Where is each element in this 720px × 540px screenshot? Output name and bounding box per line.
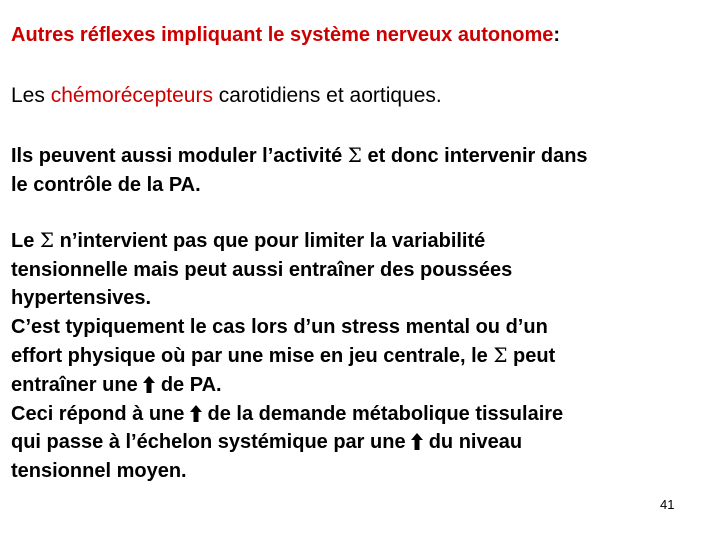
- p2-l5-text-b: peut: [507, 345, 556, 368]
- slide-title: [11, 23, 560, 47]
- p2-l8-text-a: qui passe à l’échelon systémique par une: [11, 431, 412, 454]
- page-number: 41: [660, 497, 675, 512]
- p2-line-1: [11, 226, 563, 256]
- subtitle-highlight: chémorécepteurs: [50, 84, 213, 107]
- p2-l6-text-a: entraîner une: [11, 373, 144, 396]
- p2-line-8: [11, 428, 563, 457]
- p2-l7-text-a: Ceci répond à une: [11, 402, 190, 425]
- p2-line-2: tensionnelle mais peut aussi entraîner des poussées: [11, 258, 513, 281]
- p2-l5-text-a: effort physique où par une mise en jeu centrale, le: [11, 345, 494, 368]
- p2-l1-text-a: Le: [11, 230, 40, 252]
- title-text: Autres réflexes impliquant le système nerveux autonome: [11, 24, 554, 46]
- paragraph-1: [11, 141, 588, 199]
- up-arrow-icon: [190, 402, 202, 419]
- sigma-symbol: Σ: [493, 343, 508, 368]
- p2-l6-text-b: de PA.: [155, 373, 222, 396]
- p2-l1-text-b: n’intervient pas que pour limiter la variabilité: [54, 230, 486, 252]
- subtitle-suffix: carotidiens et aortiques.: [212, 84, 442, 107]
- p2-line-7: [11, 400, 563, 429]
- p2-line-3: hypertensives.: [11, 287, 152, 310]
- slide-subtitle: [11, 84, 442, 108]
- up-arrow-icon: [143, 373, 155, 390]
- paragraph-2: [11, 226, 563, 485]
- p2-line-4: C’est typiquement le cas lors d’un stress mental ou d’un: [11, 315, 548, 338]
- title-colon: :: [553, 24, 561, 46]
- sigma-symbol: Σ: [347, 143, 362, 167]
- p1-text-a: Ils peuvent aussi moduler l’activité: [11, 145, 348, 167]
- p1-line-1: [11, 141, 588, 171]
- up-arrow-icon: [411, 430, 423, 447]
- p1-line-2: le contrôle de la PA.: [11, 173, 201, 196]
- p2-l8-text-b: du niveau: [423, 431, 523, 454]
- p2-line-5: [11, 341, 563, 371]
- p1-text-b: et donc intervenir dans: [361, 145, 588, 167]
- subtitle-prefix: Les: [11, 84, 51, 107]
- p2-l7-text-b: de la demande métabolique tissulaire: [201, 402, 564, 425]
- p2-line-9: tensionnel moyen.: [11, 459, 187, 482]
- sigma-symbol: Σ: [39, 228, 55, 252]
- p2-line-6: [11, 371, 563, 400]
